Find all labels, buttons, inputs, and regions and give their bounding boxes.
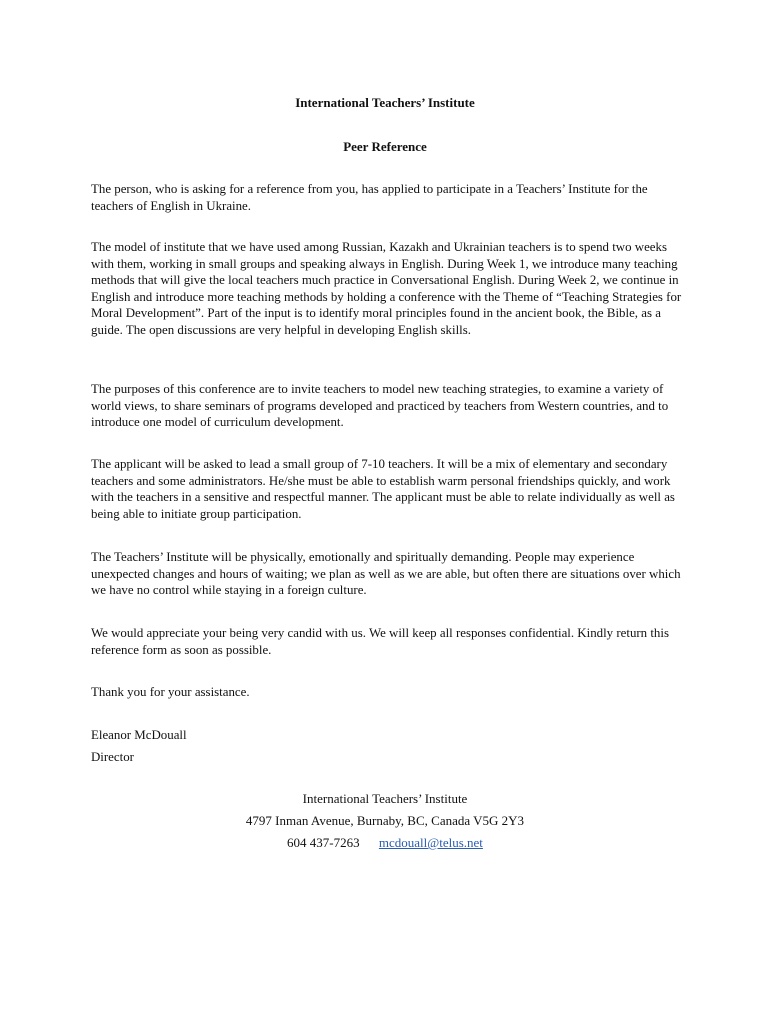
document-title: International Teachers’ Institute (295, 95, 475, 110)
paragraph-applicant: The applicant will be asked to lead a small group of 7-10 teachers. It will be a mix of elementary and secondary teachers and some administrators. He/she must be able to establish warm personal friendships quickly, and work with the teachers in a sensitive and respectful manner. The applicant must be able to relate individually as well as being able to initiate group participation. (91, 457, 675, 521)
paragraph-model: The model of institute that we have used among Russian, Kazakh and Ukrainian teachers is to spend two weeks with them, working in small groups and speaking always in English. During Week 1, we introduce many teaching methods that will give the local teachers much practice in Conversational English. During Week 2, we continue in English and introduce more teaching methods by holding a conference with the Theme of “Teaching Strategies for Moral Development”. Part of the input is to identify moral principles found in the ancient book, the Bible, as a guide. The open discussions are very helpful in developing English skills. (91, 240, 682, 337)
footer-address: 4797 Inman Avenue, Burnaby, BC, Canada V5G 2Y3 (245, 813, 525, 828)
footer-contact (0, 835, 770, 851)
paragraph-thanks: Thank you for your assistance. (91, 685, 250, 699)
paragraph-confidential: We would appreciate your being very candid with us. We will keep all responses confidential. Kindly return this reference form as soon as possible. (91, 626, 669, 657)
paragraph-purposes: The purposes of this conference are to invite teachers to model new teaching strategies, to examine a variety of world views, to share seminars of programs developed and practiced by teachers from Western countries, and to introduce one model of curriculum development. (91, 382, 669, 430)
signature-name: Eleanor McDouall (91, 728, 187, 742)
document-subtitle: Peer Reference (343, 139, 427, 154)
paragraph-demands: The Teachers’ Institute will be physically, emotionally and spiritually demanding. People may experience unexpected changes and hours of waiting; we plan as well as we are able, but often there are situations over which we have no control while staying in a foreign culture. (91, 550, 681, 598)
signature-role: Director (91, 750, 134, 764)
paragraph-intro: The person, who is asking for a reference from you, has applied to participate in a Teachers’ Institute for the teachers of English in Ukraine. (91, 182, 648, 213)
footer-org: International Teachers’ Institute (302, 791, 468, 806)
footer-email-link[interactable]: mcdouall@telus.net (378, 835, 483, 850)
footer-phone: 604 437-7263 (287, 835, 360, 850)
